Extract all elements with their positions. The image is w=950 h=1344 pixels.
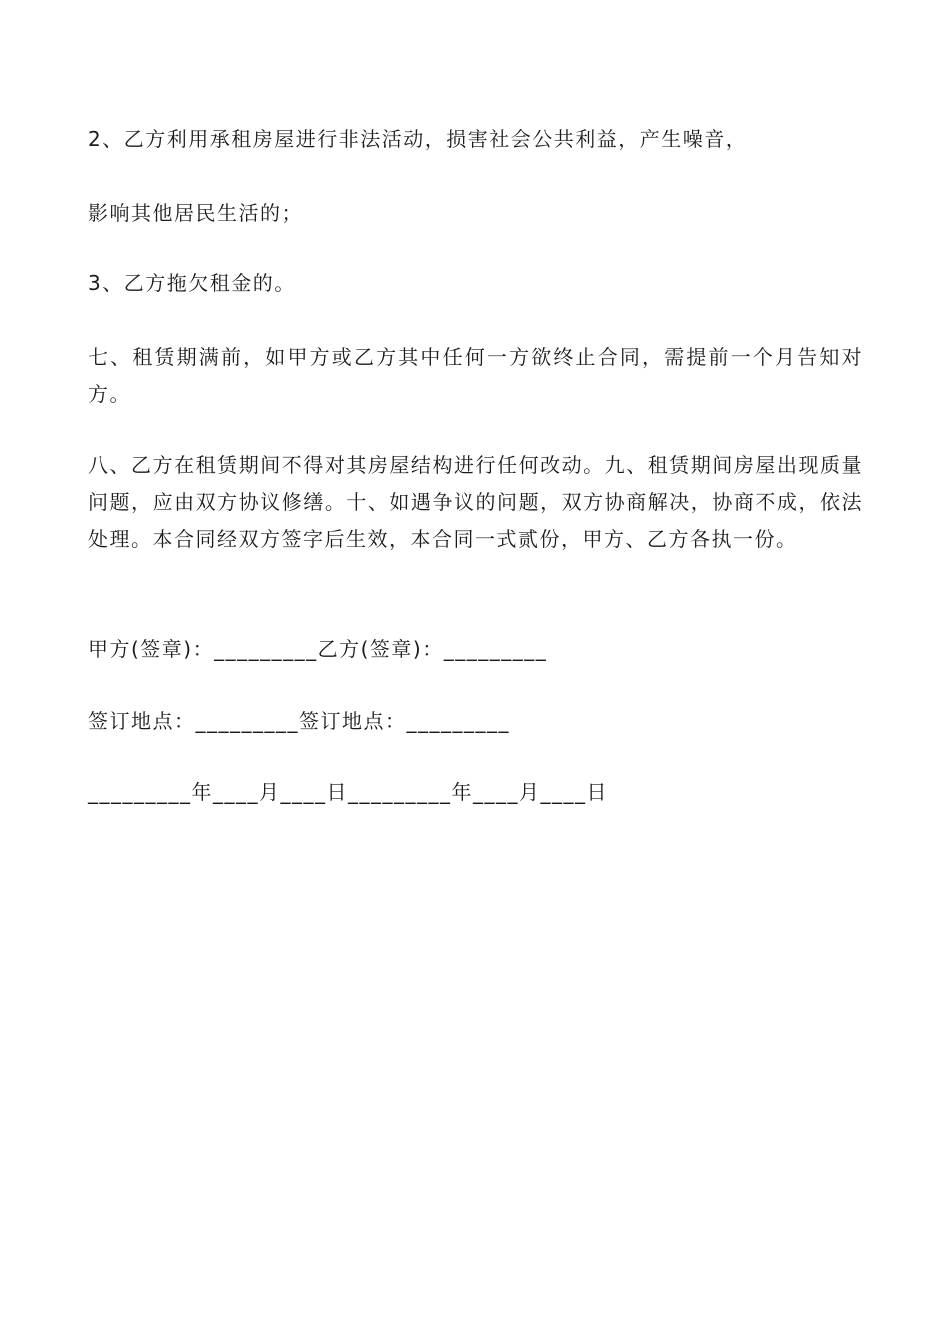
clause-7-paragraph: 七、租赁期满前，如甲方或乙方其中任何一方欲终止合同，需提前一个月告知对方。 <box>88 345 863 406</box>
item-2-line-1: 2、乙方利用承租房屋进行非法活动，损害社会公共利益，产生噪音， <box>88 127 748 151</box>
clause-8-paragraph: 八、乙方在租赁期间不得对其房屋结构进行任何改动。九、租赁期间房屋出现质量问题，应由双方协议修缮。十、如遇争议的问题，双方协商解决，协商不成，依法处理。本合同经双方签字后生效，本合同一式贰份，甲方、乙方各执一份。 <box>88 453 863 551</box>
signing-date-line: _________年____月____日_________年____月____日 <box>88 780 608 804</box>
item-3-line: 3、乙方拖欠租金的。 <box>88 271 296 295</box>
signing-place-line: 签订地点：_________签订地点：_________ <box>88 709 510 733</box>
item-2-line-2: 影响其他居民生活的； <box>88 201 303 225</box>
signature-party-line: 甲方(签章)：_________乙方(签章)：_________ <box>88 637 548 661</box>
